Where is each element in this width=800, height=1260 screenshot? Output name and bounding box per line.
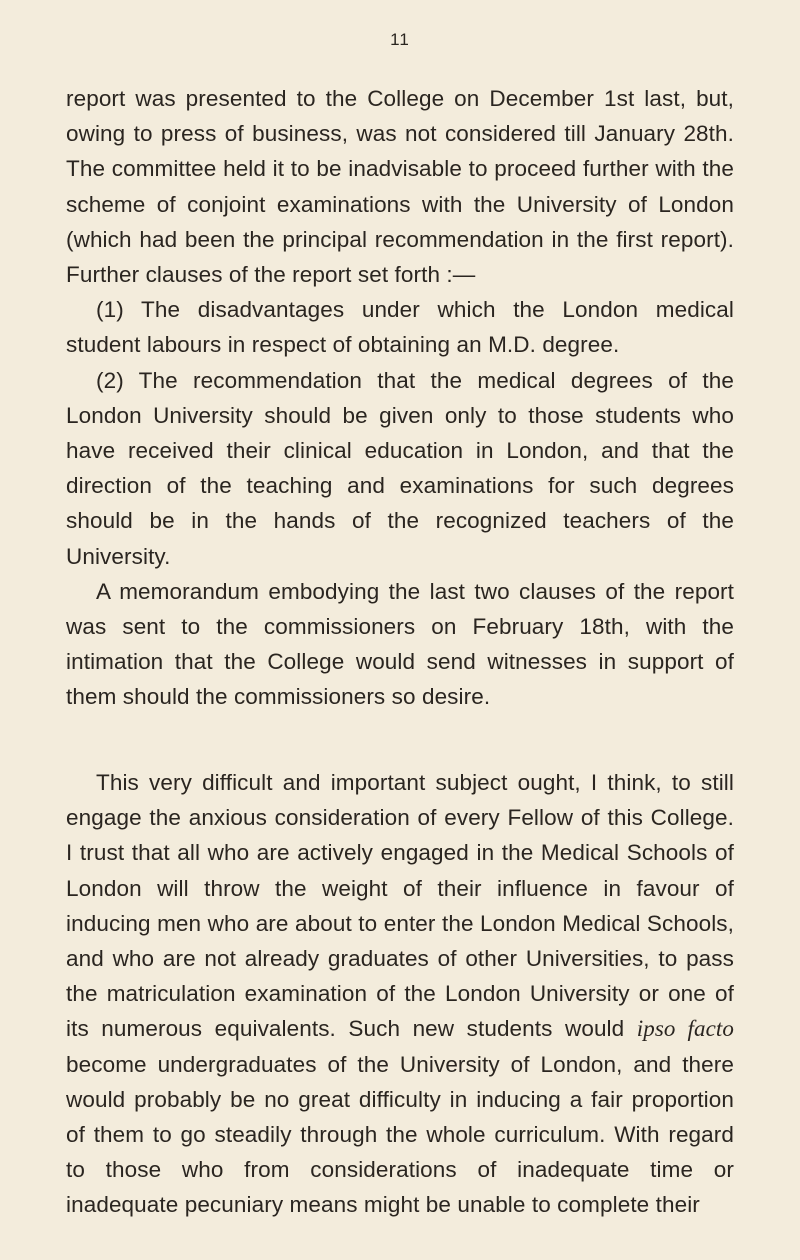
paragraph-subject-end: become undergraduates of the University of London, and there would probably be no great difficulty in inducing a fair proportion of them to go steadily through the whole curriculum. With regard to those who from considerations of inadequate time or inadequate pecuniary means might be unable to complete their: [66, 1051, 734, 1218]
page-number: 11: [390, 30, 410, 49]
paragraph-clause-2: (2) The recommendation that the medical degrees of the London University should be given only to those students who have received their clinical education in London, and that the direction of the teaching and examinations for such degrees should be in the hands of the recognized teachers of the University.: [66, 367, 734, 569]
paragraph-subject: [66, 765, 734, 1223]
paragraph-memorandum: A memorandum embodying the last two clauses of the report was sent to the commissioners on February 18th, with the intimation that the College would send witnesses in support of them should the commissioners so desire.: [66, 578, 734, 710]
body-text-top: [66, 81, 734, 715]
paragraph-report-continuation: report was presented to the College on December 1st last, but, owing to press of business, was not considered till January 28th. The committee held it to be inadvisable to proceed further with the scheme of conjoint examinations with the University of London (which had been the principal recommendation in the first report). Further clauses of the report set forth :—: [66, 86, 734, 288]
italic-phrase: ipso facto: [636, 1016, 734, 1042]
paragraph-subject-start: This very difficult and important subject ought, I think, to still engage the anxious consideration of every Fellow of this College. I trust that all who are actively engaged in the Medical Schools of London will throw the weight of their influence in favour of inducing men who are about to enter the London Medical Schools, and who are not already graduates of other Universities, to pass the matriculation examination of the London University or one of its numerous equivalents. Such new students would: [66, 770, 734, 1042]
body-text-bottom: [66, 765, 734, 1223]
paragraph-clause-1: (1) The disadvantages under which the London medical student labours in respect of obtaining an M.D. degree.: [66, 297, 734, 358]
